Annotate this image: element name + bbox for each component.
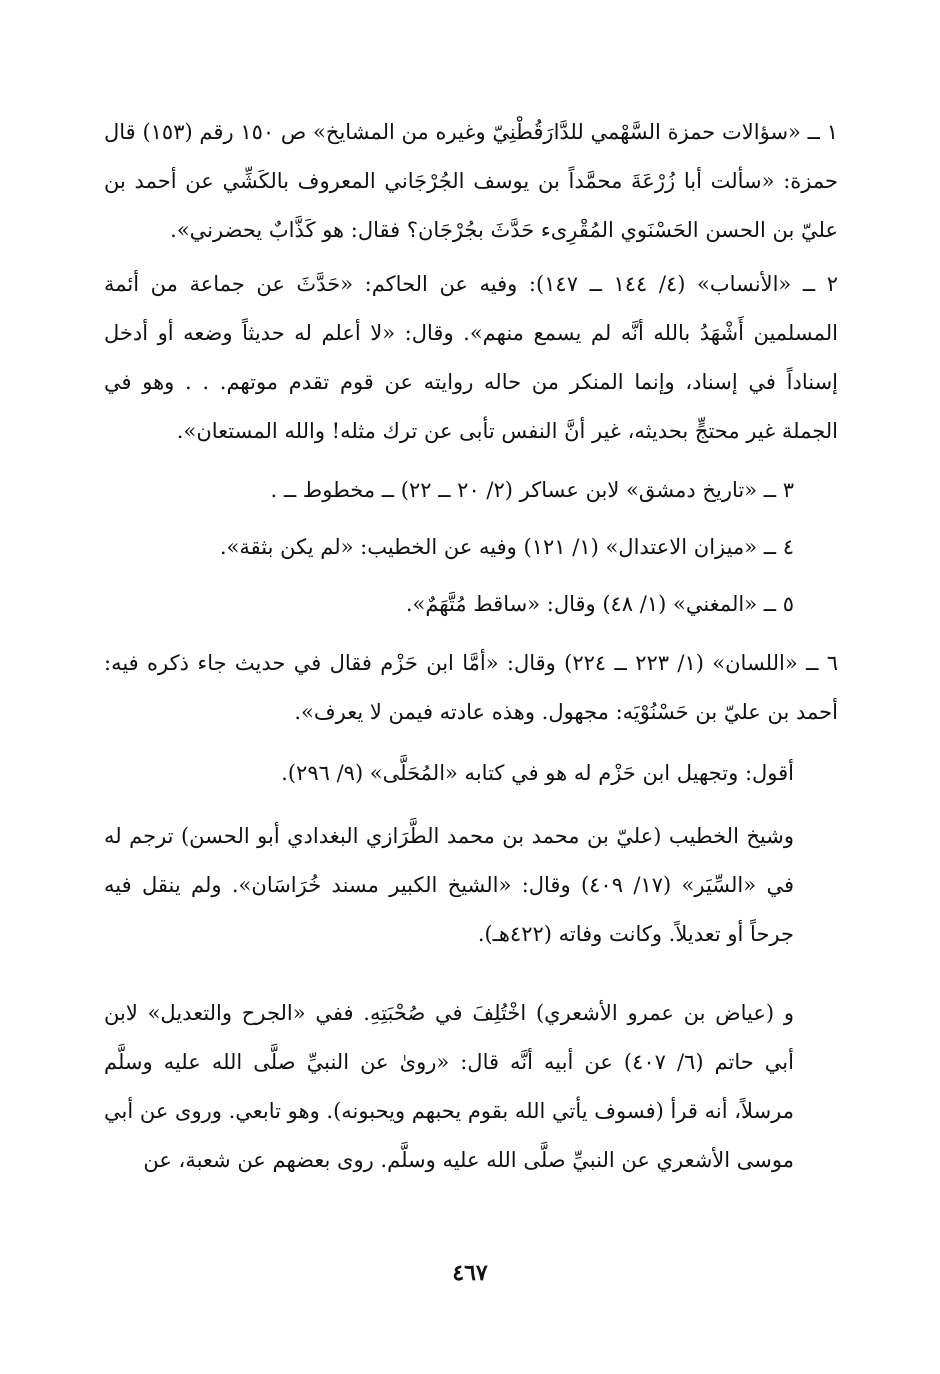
iyad-paragraph: و (عياض بن عمرو الأشعري) اخْتُلِفَ في صُحْبَتِهِ. ففي «الجرح والتعديل» لابن أبي حاتم (٦/ ٤٠٧) عن أبيه أنَّه قال: «روىٰ عن النبيِّ صلَّى الله عليه وسلَّم مرسلاً، أنه قرأ (فسوف يأتي الله بقوم يحبهم ويحبونه). وهو تابعي. وروى عن أبي موسى الأشعري عن النبيِّ صلَّى الله عليه وسلَّم. روى بعضهم عن شعبة، عن [104, 1001, 794, 1172]
footnote-source-6: ٦ ــ «اللسان» (١/ ٢٢٣ ــ ٢٢٤) وقال: «أمَّا ابن حَزْم فقال في حديث جاء ذكره فيه: أحمد بن عليّ بن حَسْنُوْيَه: مجهول. وهذه عادته فيمن لا يعرف». [104, 651, 838, 724]
khatib-shaykh-paragraph: وشيخ الخطيب (عليّ بن محمد بن محمد الطَّرَازي البغدادي أبو الحسن) ترجم له في «السِّيَر» (١٧/ ٤٠٩) وقال: «الشيخ الكبير مسند خُرَاسَان». ولم ينقل فيه جرحاً أو تعديلاً. وكانت وفاته (٤٢٢هـ). [104, 824, 794, 946]
footnote-source-2: ٢ ــ «الأنساب» (٤/ ١٤٤ ــ ١٤٧): وفيه عن الحاكم: «حَدَّثَ عن جماعة من أئمة المسلمين أَشْهَدُ بالله أنَّه لم يسمع منهم». وقال: «لا أعلم له حديثاً وضعه أو أدخل إسناداً في إسناد، وإنما المنكر من حاله روايته عن قوم تقدم موتهم. . . وهو في الجملة غير محتجٍّ بحديثه، غير أنَّ النفس تأبى عن ترك مثله! والله المستعان». [104, 272, 838, 443]
footnote-source-3: ٣ ــ «تاريخ دمشق» لابن عساكر (٢/ ٢٠ ــ ٢٢) ــ مخطوط ــ . [270, 478, 794, 502]
page-body [104, 108, 838, 1185]
footnote-source-5: ٥ ــ «المغني» (١/ ٤٨) وقال: «ساقط مُتَّهَمٌ». [405, 592, 794, 616]
page-number: ٤٦٧ [452, 1260, 488, 1286]
author-comment: أقول: وتجهيل ابن حَزْم له هو في كتابه «المُحَلَّى» (٩/ ٢٩٦). [281, 761, 794, 785]
footnote-source-4: ٤ ــ «ميزان الاعتدال» (١/ ١٢١) وفيه عن الخطيب: «لم يكن بثقة». [219, 535, 794, 559]
footnote-source-1: ١ ــ «سؤالات حمزة السَّهْمي للدَّارَقُطْنِيّ وغيره من المشايخ» ص ١٥٠ رقم (١٥٣) قال حمزة: «سألت أبا زُرْعَةَ محمَّداً بن يوسف الجُرْجَاني المعروف بالكَشِّي عن أحمد بن عليّ بن الحسن الحَسْنَوي المُقْرِىء حَدَّثَ بجُرْجَان؟ فقال: هو كَذَّابٌ يحضرني». [104, 120, 838, 242]
